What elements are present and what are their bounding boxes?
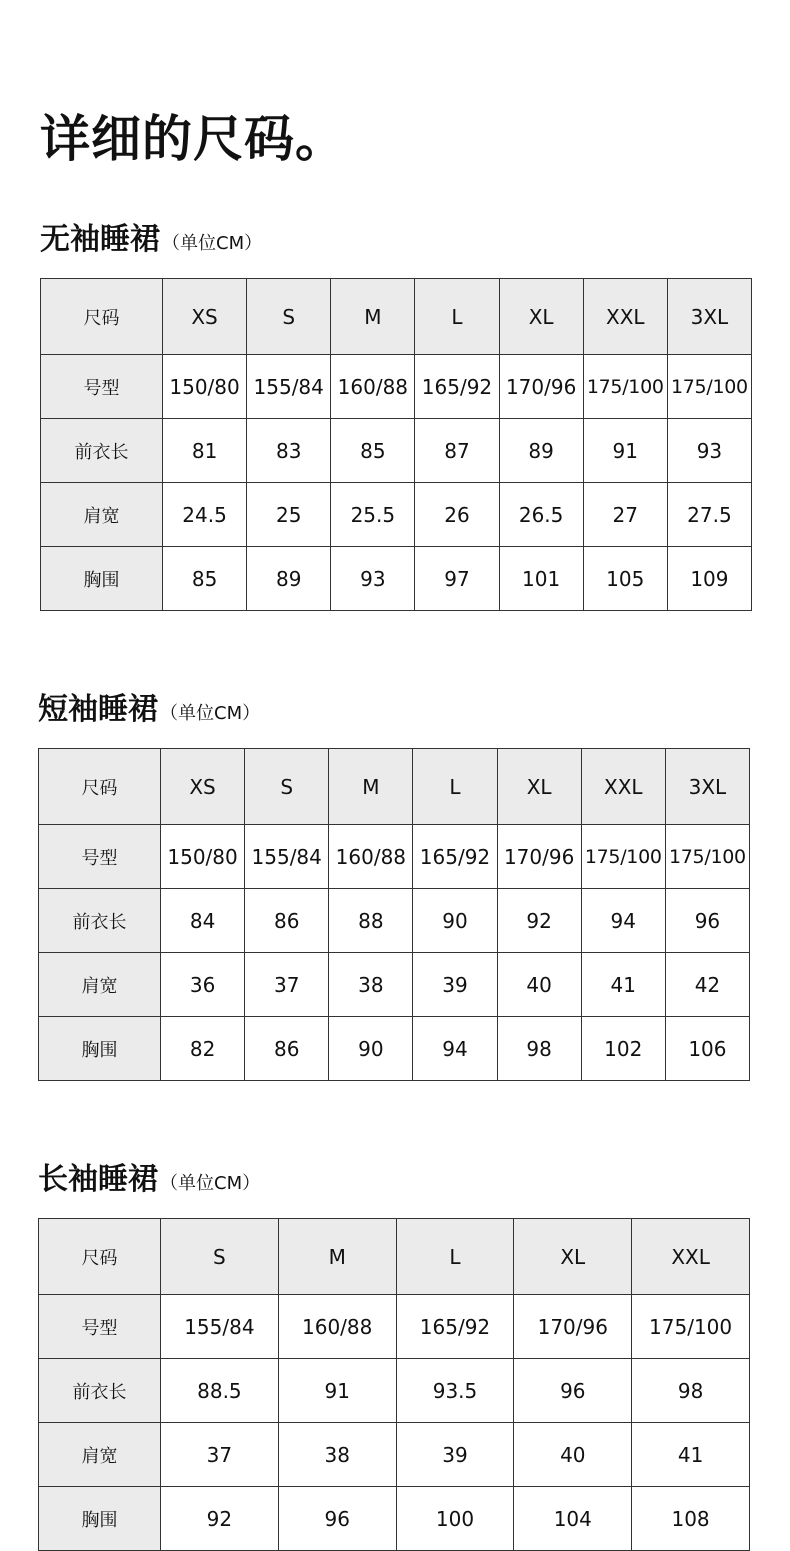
table-cell: 42 [665,953,749,1017]
page-title: 详细的尺码。 [40,110,346,168]
section-heading-long-sleeve [38,1162,261,1197]
table-cell: 41 [581,953,665,1017]
size-header-row [41,279,752,355]
table-row [41,355,752,419]
size-column-header: 3XL [667,279,751,355]
table-cell: 39 [413,953,497,1017]
size-column-header: L [396,1219,514,1295]
table-cell: 170/96 [497,825,581,889]
table-cell: 37 [161,1423,279,1487]
size-column-header: 3XL [665,749,749,825]
table-cell: 94 [413,1017,497,1081]
table-cell: 155/84 [247,355,331,419]
table-cell: 175/100 [632,1295,750,1359]
size-column-header: L [415,279,499,355]
size-table-sleeveless [40,278,752,611]
table-row [39,889,750,953]
table-cell: 25 [247,483,331,547]
table-cell: 108 [632,1487,750,1551]
size-column-header: XL [499,279,583,355]
table-cell: 165/92 [413,825,497,889]
table-cell: 94 [581,889,665,953]
table-cell: 96 [665,889,749,953]
size-column-header: M [331,279,415,355]
table-row [41,547,752,611]
table-cell: 102 [581,1017,665,1081]
table-cell: 86 [245,889,329,953]
table-cell: 37 [245,953,329,1017]
row-label: 前衣长 [39,889,161,953]
row-label: 肩宽 [39,1423,161,1487]
table-cell: 104 [514,1487,632,1551]
size-table-short-sleeve [38,748,750,1081]
table-cell: 109 [667,547,751,611]
table-cell: 24.5 [163,483,247,547]
table-cell: 98 [497,1017,581,1081]
table-cell: 92 [161,1487,279,1551]
table-cell: 86 [245,1017,329,1081]
table-cell: 97 [415,547,499,611]
table-cell: 96 [514,1359,632,1423]
table-cell: 165/92 [396,1295,514,1359]
size-column-header: L [413,749,497,825]
table-cell: 175/100 [667,355,751,419]
size-header-row [39,749,750,825]
table-row [41,483,752,547]
row-label: 号型 [41,355,163,419]
table-cell: 165/92 [415,355,499,419]
table-cell: 106 [665,1017,749,1081]
table-cell: 27 [583,483,667,547]
table-row [39,1359,750,1423]
table-cell: 175/100 [583,355,667,419]
size-column-header: XS [161,749,245,825]
table-cell: 96 [278,1487,396,1551]
table-cell: 40 [497,953,581,1017]
unit-note: （单位CM） [160,1173,261,1194]
table-cell: 150/80 [161,825,245,889]
table-cell: 92 [497,889,581,953]
section-title: 无袖睡裙 [40,222,160,257]
table-cell: 81 [163,419,247,483]
row-label: 前衣长 [39,1359,161,1423]
row-label: 号型 [39,825,161,889]
row-label: 胸围 [39,1017,161,1081]
size-column-header: S [161,1219,279,1295]
table-cell: 38 [278,1423,396,1487]
size-header-row [39,1219,750,1295]
table-cell: 82 [161,1017,245,1081]
table-cell: 160/88 [329,825,413,889]
section-heading-short-sleeve [38,692,261,727]
table-cell: 41 [632,1423,750,1487]
unit-note: （单位CM） [160,703,261,724]
row-label: 胸围 [41,547,163,611]
row-label: 胸围 [39,1487,161,1551]
size-column-header: XL [514,1219,632,1295]
section-heading-sleeveless [40,222,263,257]
size-column-header: XXL [632,1219,750,1295]
section-title: 长袖睡裙 [38,1162,158,1197]
size-column-header: XL [497,749,581,825]
table-cell: 93.5 [396,1359,514,1423]
table-cell: 101 [499,547,583,611]
row-label: 号型 [39,1295,161,1359]
table-cell: 91 [278,1359,396,1423]
corner-label: 尺码 [39,749,161,825]
table-row [39,825,750,889]
table-cell: 36 [161,953,245,1017]
table-cell: 85 [331,419,415,483]
table-row [41,419,752,483]
table-cell: 91 [583,419,667,483]
table-cell: 27.5 [667,483,751,547]
corner-label: 尺码 [41,279,163,355]
table-cell: 90 [329,1017,413,1081]
table-cell: 83 [247,419,331,483]
table-cell: 93 [331,547,415,611]
table-cell: 155/84 [245,825,329,889]
table-cell: 85 [163,547,247,611]
table-cell: 175/100 [581,825,665,889]
corner-label: 尺码 [39,1219,161,1295]
table-cell: 160/88 [331,355,415,419]
unit-note: （单位CM） [162,233,263,254]
table-cell: 87 [415,419,499,483]
size-column-header: S [245,749,329,825]
table-cell: 88 [329,889,413,953]
table-cell: 93 [667,419,751,483]
table-cell: 175/100 [665,825,749,889]
size-column-header: XS [163,279,247,355]
table-cell: 150/80 [163,355,247,419]
table-cell: 155/84 [161,1295,279,1359]
table-cell: 98 [632,1359,750,1423]
size-column-header: XXL [583,279,667,355]
size-column-header: M [329,749,413,825]
table-cell: 25.5 [331,483,415,547]
table-cell: 100 [396,1487,514,1551]
table-row [39,1295,750,1359]
table-cell: 38 [329,953,413,1017]
table-cell: 26.5 [499,483,583,547]
size-column-header: XXL [581,749,665,825]
size-table-long-sleeve [38,1218,750,1551]
size-column-header: M [278,1219,396,1295]
row-label: 前衣长 [41,419,163,483]
table-cell: 89 [499,419,583,483]
row-label: 肩宽 [41,483,163,547]
table-cell: 84 [161,889,245,953]
size-column-header: S [247,279,331,355]
table-cell: 105 [583,547,667,611]
table-row [39,1423,750,1487]
table-row [39,953,750,1017]
table-cell: 39 [396,1423,514,1487]
table-cell: 88.5 [161,1359,279,1423]
table-cell: 26 [415,483,499,547]
table-cell: 170/96 [499,355,583,419]
table-cell: 40 [514,1423,632,1487]
row-label: 肩宽 [39,953,161,1017]
table-row [39,1487,750,1551]
table-cell: 90 [413,889,497,953]
table-cell: 160/88 [278,1295,396,1359]
table-row [39,1017,750,1081]
section-title: 短袖睡裙 [38,692,158,727]
table-cell: 89 [247,547,331,611]
table-cell: 170/96 [514,1295,632,1359]
